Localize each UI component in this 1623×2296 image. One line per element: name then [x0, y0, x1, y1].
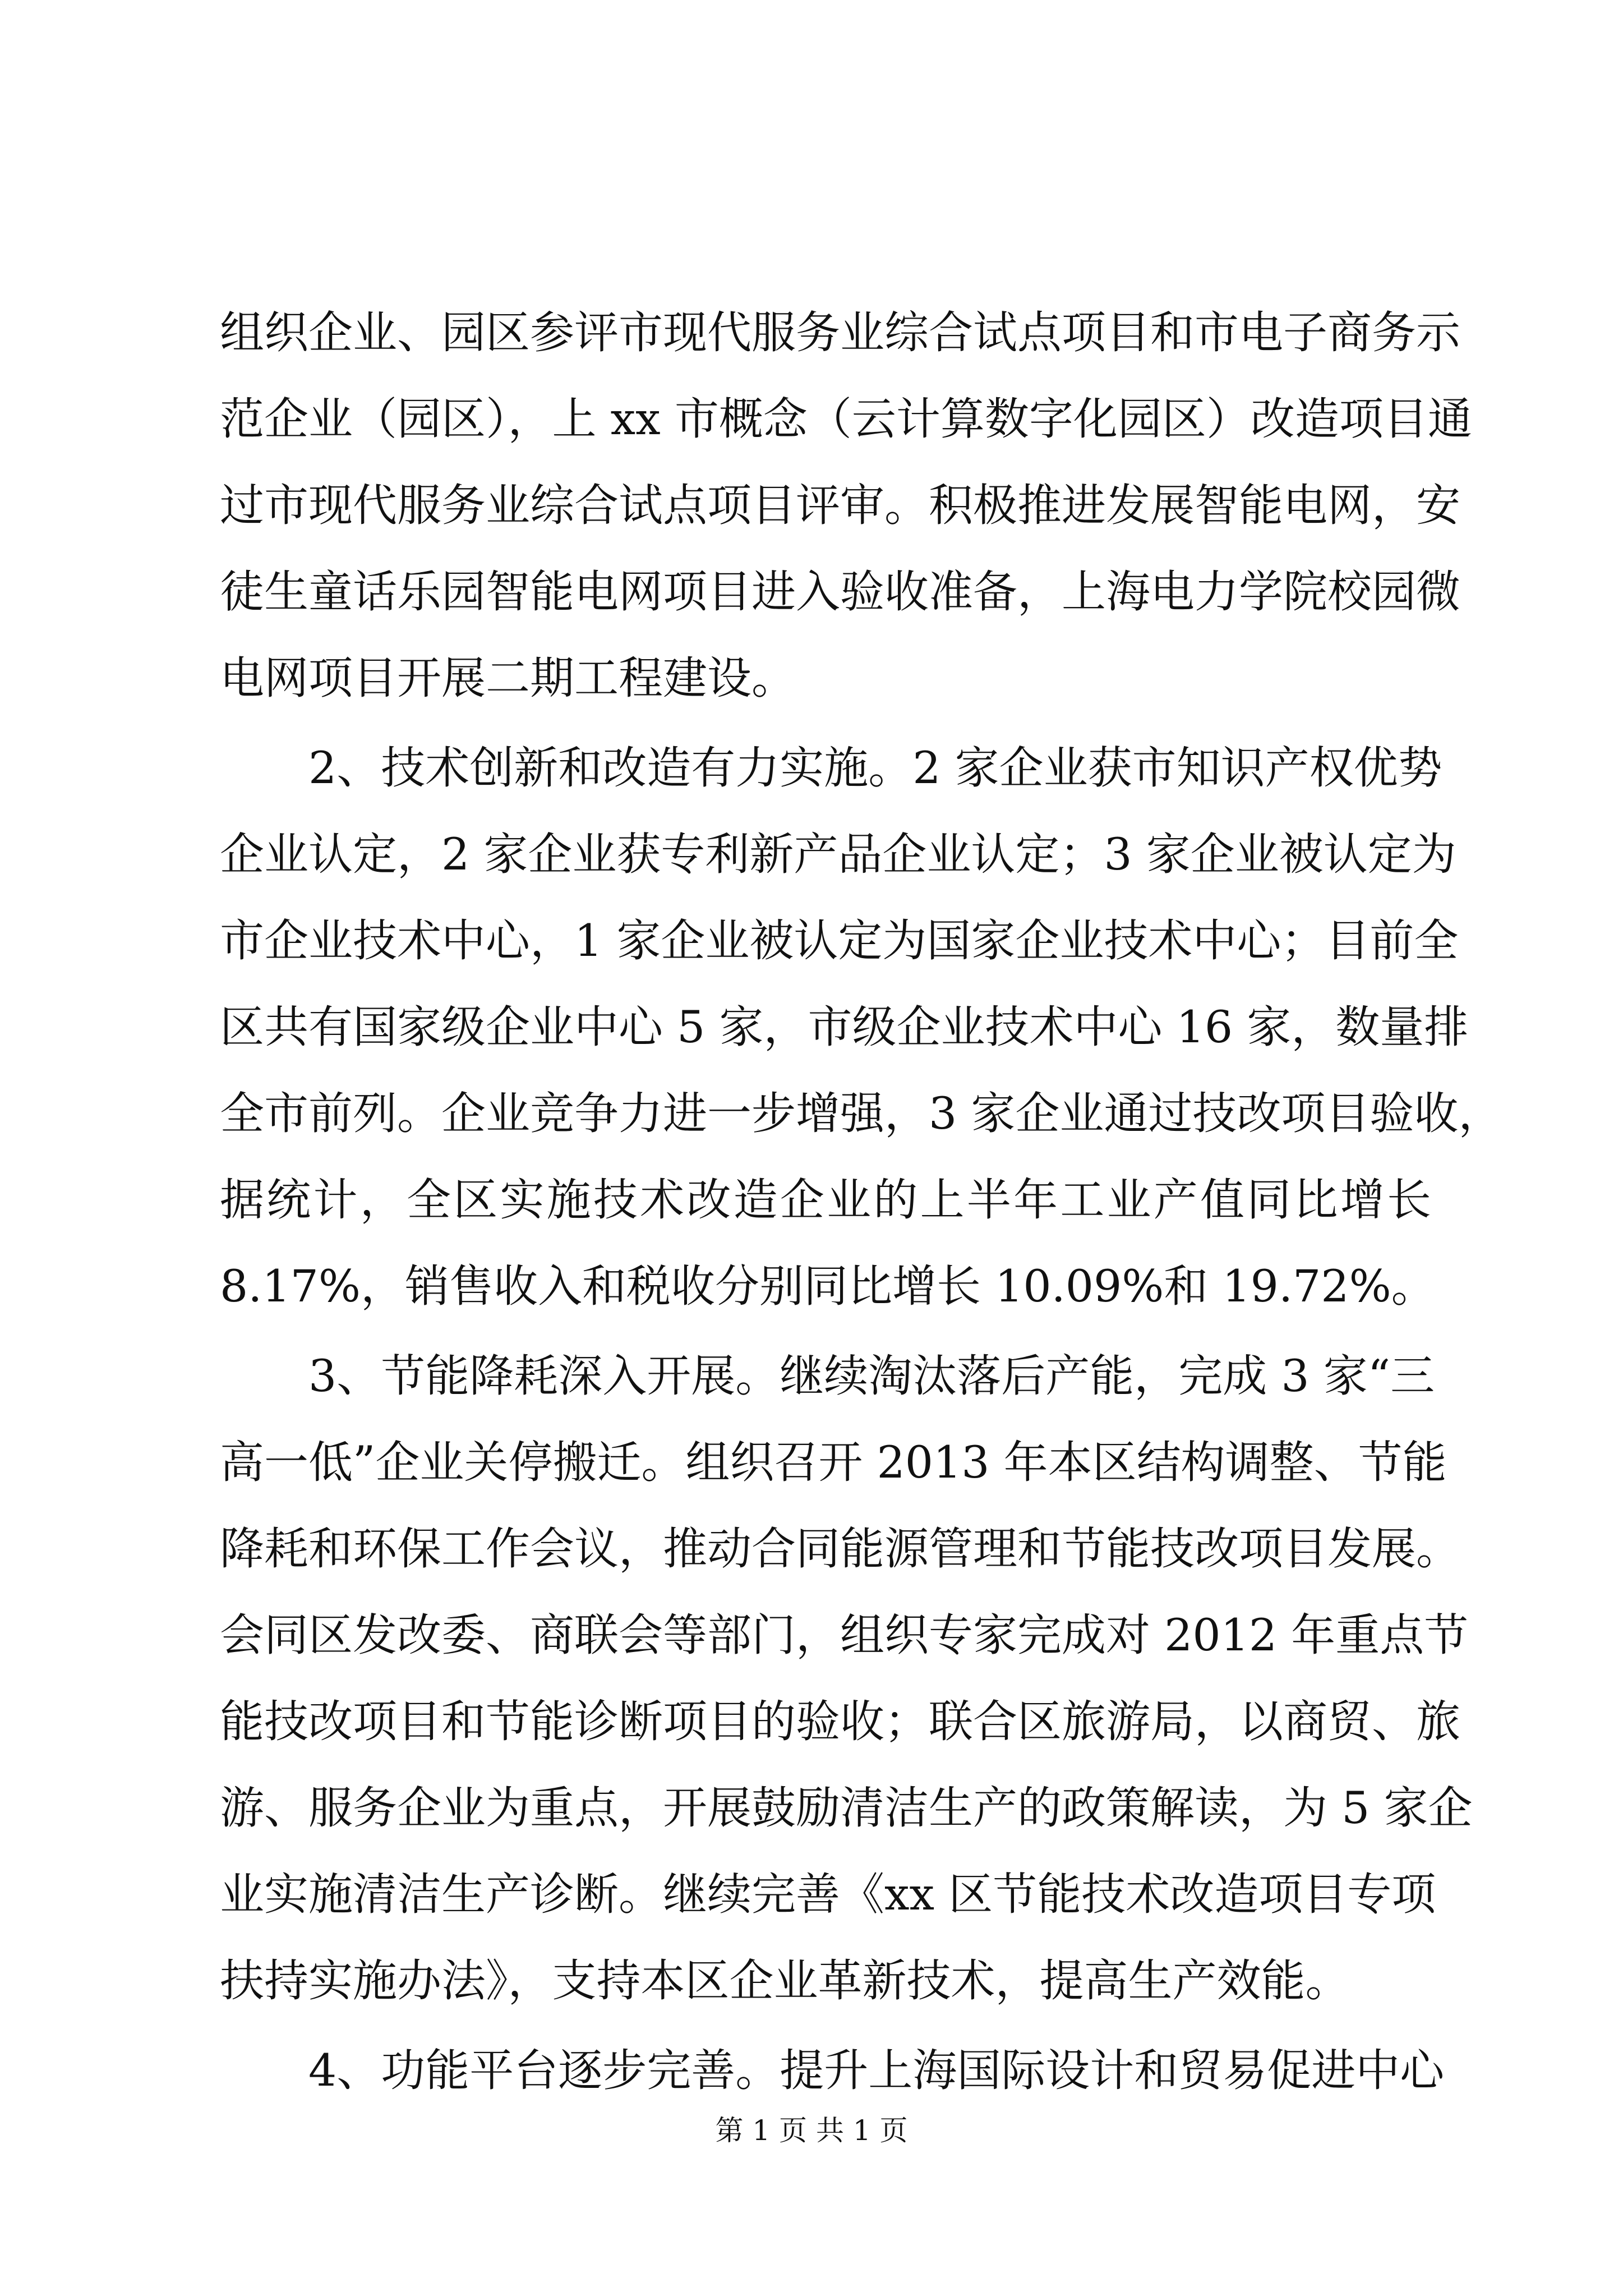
- text-line: 能技改项目和节能诊断项目的验收；联合区旅游局，以商贸、旅: [220, 1696, 1460, 1747]
- text-line: 范企业（园区），上 xx 市概念（云计算数字化园区）改造项目通: [220, 393, 1472, 445]
- text-line: 8.17%，销售收入和税收分别同比增长 10.09%和 19.72%。: [220, 1260, 1436, 1312]
- text-line: 高一低”企业关停搬迁。组织召开 2013 年本区结构调整、节能: [220, 1437, 1447, 1488]
- text-line: 电网项目开展二期工程建设。: [220, 652, 796, 704]
- page-footer: [0, 2114, 1623, 2147]
- text-line: 区共有国家级企业中心 5 家，市级企业技术中心 16 家，数量排: [220, 1001, 1469, 1053]
- text-line: 企业认定，2 家企业获专利新产品企业认定；3 家企业被认定为: [220, 829, 1456, 880]
- text-line: 扶持实施办法》，支持本区企业革新技术，提高生产效能。: [220, 1955, 1350, 2007]
- text-line: 3、节能降耗深入开展。继续淘汰落后产能，完成 3 家“三: [308, 1350, 1435, 1402]
- text-line: 会同区发改委、商联会等部门，组织专家完成对 2012 年重点节: [220, 1609, 1469, 1661]
- text-line: 据统计，全区实施技术改造企业的上半年工业产值同比增长: [220, 1174, 1431, 1226]
- document-body: [220, 289, 1503, 2114]
- text-line: 业实施清洁生产诊断。继续完善《xx 区节能技术改造项目专项: [220, 1869, 1436, 1920]
- page-number-label: 第 1 页 共 1 页: [715, 2114, 908, 2147]
- text-line: 4、功能平台逐步完善。提升上海国际设计和贸易促进中心: [308, 2045, 1445, 2096]
- text-line: 游、服务企业为重点，开展鼓励清洁生产的政策解读，为 5 家企: [220, 1782, 1473, 1834]
- text-line: 降耗和环保工作会议，推动合同能源管理和节能技改项目发展。: [220, 1523, 1460, 1575]
- text-line: 过市现代服务业综合试点项目评审。积极推进发展智能电网，安: [220, 480, 1460, 531]
- text-line: 2、技术创新和改造有力实施。2 家企业获市知识产权优势: [308, 742, 1442, 794]
- text-line: 组织企业、园区参评市现代服务业综合试点项目和市电子商务示: [220, 307, 1460, 358]
- text-line: 全市前列。企业竞争力进一步增强，3 家企业通过技改项目验收，: [220, 1088, 1503, 1139]
- text-line: 市企业技术中心，1 家企业被认定为国家企业技术中心；目前全: [220, 915, 1459, 967]
- text-line: 徒生童话乐园智能电网项目进入验收准备，上海电力学院校园微: [220, 566, 1460, 618]
